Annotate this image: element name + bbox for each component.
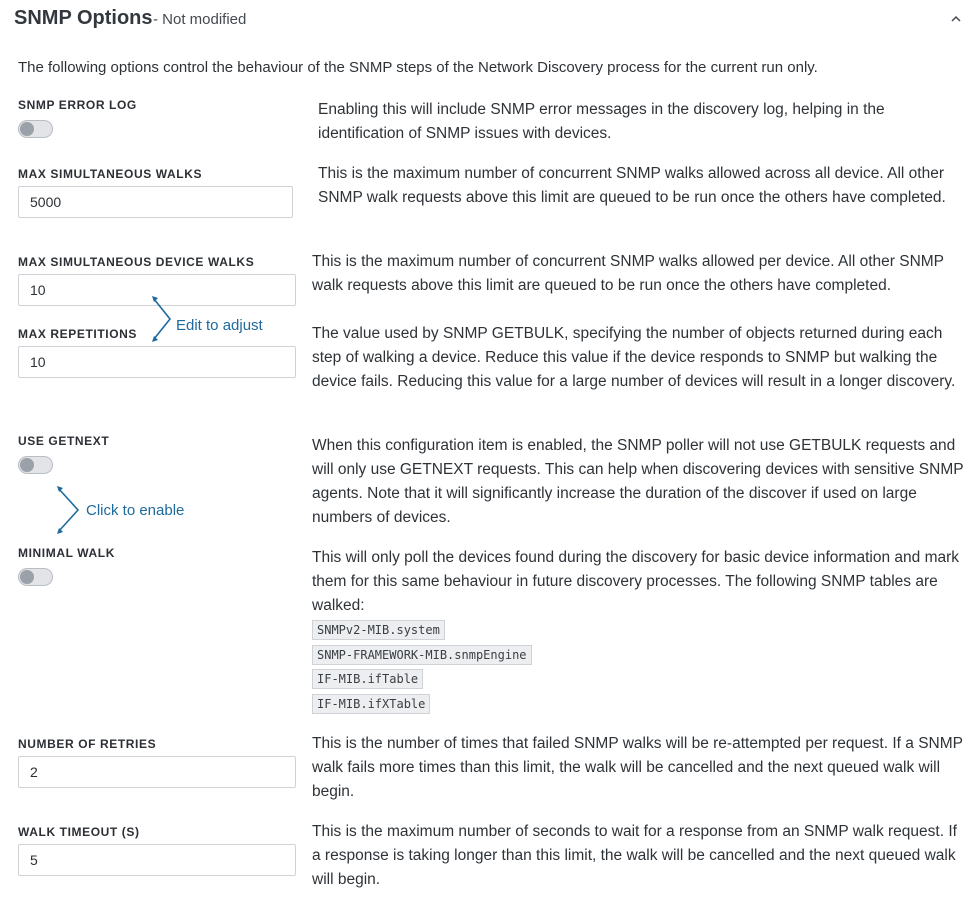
snmp-error-log-toggle[interactable] [18,120,53,138]
max-simultaneous-walks-input[interactable] [18,186,293,218]
toggle-knob [20,570,34,584]
use-getnext-description: When this configuration item is enabled, the SNMP poller will not use GETBULK requests and will only use GETNEXT requests. This can help when discovering devices with sensitive SNMP agents. Note that it will significantly increase the duration of the discover if used on large numbers of devices. [312,437,964,526]
max-repetitions-description: The value used by SNMP GETBULK, specifying the number of objects returned during each step of walking a device. Reduce this value if the device responds to SNMP but walking the device fails. Reducing this value for a large number of devices will result in a longer discovery. [312,325,956,390]
max-repetitions-label: MAX REPETITIONS [18,327,138,341]
max-simultaneous-walks-label: MAX SIMULTANEOUS WALKS [18,167,203,181]
chevron-up-icon [950,15,962,23]
use-getnext-toggle[interactable] [18,456,53,474]
collapse-button[interactable] [946,6,966,32]
section-title: SNMP Options [14,7,153,29]
toggle-knob [20,122,34,136]
max-simultaneous-device-walks-description: This is the maximum number of concurrent SNMP walks allowed per device. All other SNMP walk requests above this limit are queued to be run once the others have completed. [312,253,944,294]
minimal-walk-description: This will only poll the devices found during the discovery for basic device information and mark them for this same behaviour in future discovery processes. The following SNMP tables are walked: [312,549,960,614]
number-of-retries-description: This is the number of times that failed SNMP walks will be re-attempted per request. If a SNMP walk fails more times than this limit, the walk will be cancelled and the next queued walk will begin. [312,735,963,800]
modified-status: - Not modified [153,11,247,28]
minimal-walk-toggle[interactable] [18,568,53,586]
edit-bracket-arrow-icon [148,293,178,345]
max-simultaneous-walks-description: This is the maximum number of concurrent SNMP walks allowed across all device. All other SNMP walk requests above this limit are queued to be run once the others have completed. [318,165,946,206]
walk-timeout-description: This is the maximum number of seconds to wait for a response from an SNMP walk request. If a response is taking longer than this limit, the walk will be cancelled and the next queued walk will begin. [312,823,957,888]
edit-annotation: Edit to adjust [176,317,263,334]
use-getnext-label: USE GETNEXT [18,434,110,448]
walk-timeout-input[interactable] [18,844,296,876]
snmp-error-log-label: SNMP ERROR LOG [18,98,137,112]
toggle-knob [20,458,34,472]
click-bracket-arrow-icon [52,483,86,537]
snmp-error-log-description: Enabling this will include SNMP error messages in the discovery log, helping in the identification of SNMP issues with devices. [318,101,885,142]
max-repetitions-input[interactable] [18,346,296,378]
mib-table-code: IF-MIB.ifXTable [312,694,430,714]
number-of-retries-label: NUMBER OF RETRIES [18,737,157,751]
mib-table-code: SNMP-FRAMEWORK-MIB.snmpEngine [312,645,532,665]
number-of-retries-input[interactable] [18,756,296,788]
mib-table-code: SNMPv2-MIB.system [312,620,445,640]
mib-table-code: IF-MIB.ifTable [312,669,423,689]
section-intro: The following options control the behaviour of the SNMP steps of the Network Discovery process for the current run only. [18,59,818,76]
max-simultaneous-device-walks-label: MAX SIMULTANEOUS DEVICE WALKS [18,255,255,269]
minimal-walk-label: MINIMAL WALK [18,546,115,560]
click-annotation: Click to enable [86,502,185,519]
walk-timeout-label: WALK TIMEOUT (S) [18,825,140,839]
